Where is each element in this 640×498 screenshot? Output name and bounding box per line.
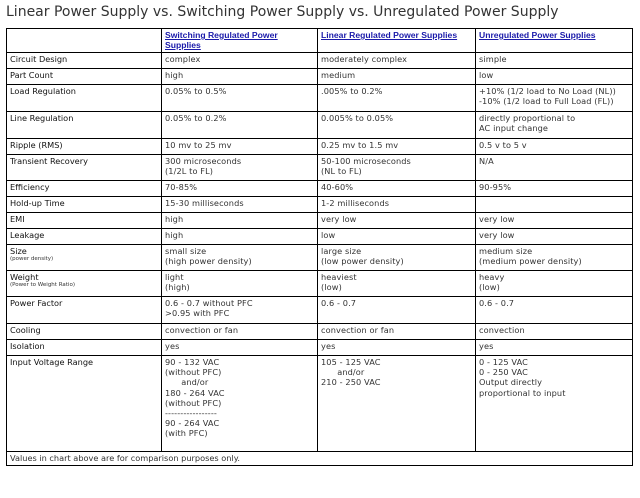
- cell-switching: [162, 85, 318, 112]
- table-row: [7, 181, 633, 197]
- row-label: [7, 229, 162, 245]
- cell-linear: [318, 112, 476, 139]
- cell-text: 300 microseconds: [165, 156, 242, 166]
- cell-text: 70-85%: [165, 182, 198, 192]
- row-label-text: Load Regulation: [10, 86, 76, 96]
- cell-switching: [162, 112, 318, 139]
- cell-text: 180 - 264 VAC: [165, 387, 225, 398]
- row-label-text: Input Voltage Range: [10, 357, 94, 367]
- cell-linear: [318, 69, 476, 85]
- table-row: [7, 229, 633, 245]
- cell-text: moderately complex: [321, 54, 408, 64]
- cell-switching: [162, 340, 318, 356]
- cell-linear: [318, 213, 476, 229]
- cell-text: 0.005% to 0.05%: [321, 113, 394, 123]
- row-label: [7, 69, 162, 85]
- cell-text: very low: [479, 214, 515, 224]
- cell-switching: [162, 356, 318, 452]
- cell-text: 1-2 milliseconds: [321, 198, 390, 208]
- row-label-text: Weight: [10, 272, 39, 282]
- row-label: [7, 112, 162, 139]
- cell-text: high: [165, 230, 184, 240]
- row-label-text: Transient Recovery: [10, 156, 88, 166]
- cell-switching: [162, 139, 318, 155]
- cell-linear: [318, 297, 476, 324]
- row-label: [7, 85, 162, 112]
- cell-unregulated: [476, 197, 633, 213]
- cell-text: 90 - 264 VAC: [165, 418, 220, 429]
- cell-unregulated: [476, 155, 633, 181]
- row-label: [7, 213, 162, 229]
- cell-text: directly proportional to: [479, 113, 576, 123]
- cell-unregulated: [476, 356, 633, 452]
- row-label: [7, 139, 162, 155]
- cell-text: -10% (1/2 load to Full Load (FL)): [479, 96, 614, 107]
- cell-text: 0.05% to 0.5%: [165, 86, 227, 96]
- cell-text: (low): [321, 282, 342, 293]
- cell-text: 210 - 250 VAC: [321, 377, 381, 388]
- cell-text: 0.05% to 0.2%: [165, 113, 227, 123]
- cell-text: yes: [165, 341, 180, 351]
- cell-text: very low: [321, 214, 357, 224]
- cell-text: 0 - 250 VAC: [479, 367, 528, 378]
- cell-text: small size: [165, 246, 207, 256]
- row-label-text: Power Factor: [10, 298, 63, 308]
- cell-linear: [318, 53, 476, 69]
- comparison-table: [6, 28, 633, 466]
- header-row: [7, 29, 633, 53]
- table-row: [7, 324, 633, 340]
- footnote-row: [7, 452, 633, 466]
- cell-text: AC input change: [479, 123, 549, 134]
- cell-switching: [162, 271, 318, 297]
- table-row: [7, 356, 633, 452]
- row-label: [7, 155, 162, 181]
- cell-text: 0.6 - 0.7: [479, 298, 515, 308]
- table-row: [7, 53, 633, 69]
- cell-switching: [162, 69, 318, 85]
- header-empty-cell: [7, 29, 162, 53]
- cell-unregulated: [476, 213, 633, 229]
- table-row: [7, 197, 633, 213]
- row-label-text: Ripple (RMS): [10, 140, 63, 150]
- row-label: [7, 324, 162, 340]
- page-title: Linear Power Supply vs. Switching Power Supply vs. Unregulated Power Supply: [6, 4, 559, 20]
- cell-text: 90-95%: [479, 182, 512, 192]
- cell-text: (high): [165, 282, 190, 293]
- cell-text: 15-30 milliseconds: [165, 198, 244, 208]
- cell-text: (NL to FL): [321, 166, 362, 177]
- cell-unregulated: [476, 229, 633, 245]
- cell-text: medium size: [479, 246, 533, 256]
- cell-linear: [318, 245, 476, 271]
- cell-text: 40-60%: [321, 182, 354, 192]
- cell-text: high: [165, 70, 184, 80]
- cell-text: -----------------: [165, 408, 217, 419]
- switching-link[interactable]: Switching Regulated Power Supplies: [165, 30, 278, 50]
- cell-text: N/A: [479, 156, 494, 166]
- cell-text: heaviest: [321, 272, 357, 282]
- cell-linear: [318, 340, 476, 356]
- cell-text: heavy: [479, 272, 505, 282]
- row-label-text: Efficiency: [10, 182, 50, 192]
- cell-unregulated: [476, 271, 633, 297]
- cell-text: (with PFC): [165, 428, 208, 439]
- cell-unregulated: [476, 297, 633, 324]
- cell-text: >0.95 with PFC: [165, 308, 230, 319]
- cell-switching: [162, 181, 318, 197]
- cell-text: low: [321, 230, 336, 240]
- cell-text: 105 - 125 VAC: [321, 357, 381, 367]
- cell-unregulated: [476, 69, 633, 85]
- row-sublabel: (power density): [10, 256, 54, 263]
- row-label: [7, 197, 162, 213]
- cell-unregulated: [476, 112, 633, 139]
- cell-text: .005% to 0.2%: [321, 86, 383, 96]
- table-row: [7, 340, 633, 356]
- row-label: [7, 181, 162, 197]
- cell-text: 0.5 v to 5 v: [479, 140, 527, 150]
- cell-linear: [318, 324, 476, 340]
- row-label-text: Hold-up Time: [10, 198, 65, 208]
- cell-switching: [162, 197, 318, 213]
- table-row: [7, 271, 633, 297]
- cell-switching: [162, 245, 318, 271]
- unregulated-link[interactable]: Unregulated Power Supplies: [479, 30, 596, 40]
- cell-text: and/or: [165, 377, 209, 388]
- cell-switching: [162, 155, 318, 181]
- cell-text: 0.6 - 0.7 without PFC: [165, 298, 253, 308]
- cell-text: high: [165, 214, 184, 224]
- cell-unregulated: [476, 53, 633, 69]
- table-row: [7, 139, 633, 155]
- row-sublabel: (Power to Weight Ratio): [10, 282, 75, 289]
- linear-link[interactable]: Linear Regulated Power Supplies: [321, 30, 458, 40]
- cell-text: 0.25 mv to 1.5 mv: [321, 140, 399, 150]
- cell-text: convection or fan: [321, 325, 395, 335]
- row-label-text: Isolation: [10, 341, 45, 351]
- table-row: [7, 112, 633, 139]
- row-label: [7, 356, 162, 452]
- table-row: [7, 213, 633, 229]
- cell-switching: [162, 324, 318, 340]
- cell-switching: [162, 297, 318, 324]
- cell-switching: [162, 53, 318, 69]
- header-switching: [162, 29, 318, 53]
- cell-unregulated: [476, 340, 633, 356]
- row-label-text: Circuit Design: [10, 54, 68, 64]
- cell-text: (medium power density): [479, 256, 582, 267]
- cell-switching: [162, 213, 318, 229]
- cell-text: (low power density): [321, 256, 404, 267]
- cell-text: 0 - 125 VAC: [479, 357, 528, 367]
- cell-text: simple: [479, 54, 507, 64]
- cell-text: 50-100 microseconds: [321, 156, 411, 166]
- cell-text: yes: [321, 341, 336, 351]
- cell-unregulated: [476, 139, 633, 155]
- table-row: [7, 155, 633, 181]
- cell-text: (without PFC): [165, 397, 222, 408]
- row-label: [7, 271, 162, 297]
- cell-text: (1/2L to FL): [165, 166, 214, 177]
- cell-linear: [318, 155, 476, 181]
- row-label-text: Part Count: [10, 70, 54, 80]
- row-label-text: EMI: [10, 214, 25, 224]
- cell-text: very low: [479, 230, 515, 240]
- cell-text: proportional to input: [479, 387, 566, 398]
- table-row: [7, 297, 633, 324]
- row-label-text: Size: [10, 246, 27, 256]
- header-unregulated: [476, 29, 633, 53]
- cell-linear: [318, 356, 476, 452]
- cell-text: large size: [321, 246, 362, 256]
- cell-unregulated: [476, 324, 633, 340]
- row-label-text: Leakage: [10, 230, 45, 240]
- cell-linear: [318, 197, 476, 213]
- row-label-text: Line Regulation: [10, 113, 74, 123]
- cell-text: medium: [321, 70, 356, 80]
- cell-text: Output directly: [479, 377, 543, 388]
- cell-text: 0.6 - 0.7: [321, 298, 357, 308]
- row-label: [7, 297, 162, 324]
- row-label: [7, 340, 162, 356]
- cell-text: 10 mv to 25 mv: [165, 140, 232, 150]
- cell-unregulated: [476, 181, 633, 197]
- cell-text: light: [165, 272, 184, 282]
- cell-text: complex: [165, 54, 201, 64]
- table-row: [7, 245, 633, 271]
- table-row: [7, 69, 633, 85]
- cell-text: (low): [479, 282, 500, 293]
- cell-text: convection or fan: [165, 325, 239, 335]
- cell-text: convection: [479, 325, 525, 335]
- table-row: [7, 85, 633, 112]
- cell-linear: [318, 271, 476, 297]
- row-label-text: Cooling: [10, 325, 41, 335]
- footnote: Values in chart above are for comparison purposes only.: [7, 452, 633, 466]
- cell-text: yes: [479, 341, 494, 351]
- cell-switching: [162, 229, 318, 245]
- row-label: [7, 53, 162, 69]
- cell-linear: [318, 85, 476, 112]
- cell-text: low: [479, 70, 494, 80]
- cell-unregulated: [476, 245, 633, 271]
- header-linear: [318, 29, 476, 53]
- cell-unregulated: [476, 85, 633, 112]
- row-label: [7, 245, 162, 271]
- cell-linear: [318, 139, 476, 155]
- cell-text: and/or: [321, 367, 365, 378]
- cell-text: +10% (1/2 load to No Load (NL)): [479, 86, 616, 96]
- cell-linear: [318, 181, 476, 197]
- cell-linear: [318, 229, 476, 245]
- cell-text: (high power density): [165, 256, 252, 267]
- cell-text: (without PFC): [165, 367, 222, 378]
- cell-text: 90 - 132 VAC: [165, 357, 220, 367]
